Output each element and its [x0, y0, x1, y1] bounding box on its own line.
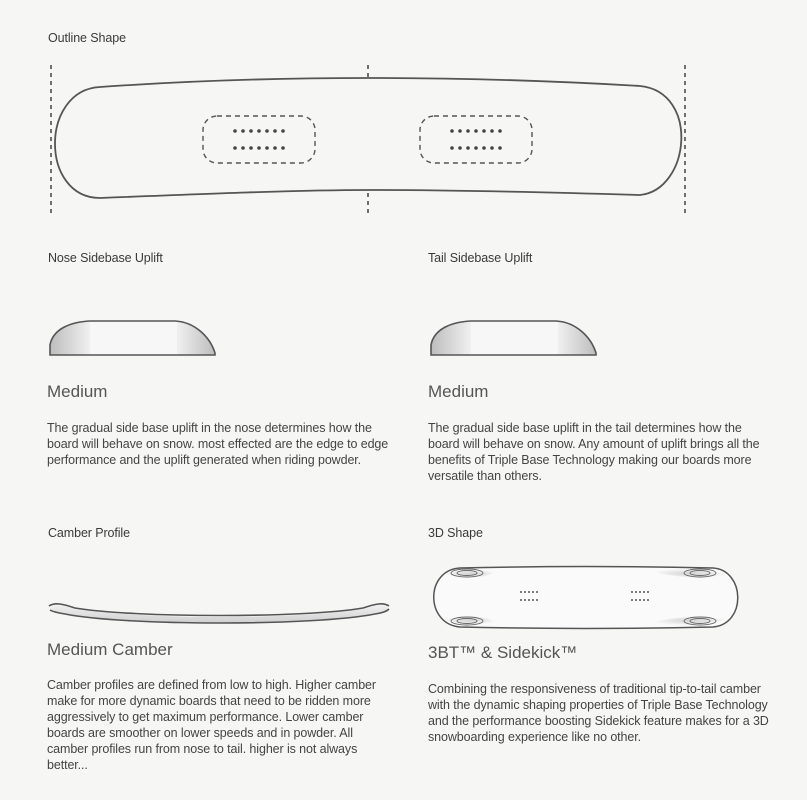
camber-level: Medium Camber — [47, 640, 173, 659]
nose-uplift-description: The gradual side base uplift in the nose determines how the board will behave on snow. most effected are the edge to edge performance and the uplift generated when riding powder. — [47, 421, 389, 467]
tail-uplift-title: Tail Sidebase Uplift — [428, 251, 533, 265]
shape-3d-name: 3BT™ & Sidekick™ — [428, 643, 578, 662]
outline-shape-title: Outline Shape — [48, 31, 126, 45]
nose-uplift-title: Nose Sidebase Uplift — [48, 251, 163, 265]
nose-uplift-diagram — [45, 315, 225, 365]
camber-profile-title: Camber Profile — [48, 526, 130, 540]
tail-uplift-description: The gradual side base uplift in the tail determines how the board will behave on snow. Any amount of uplift brings all the benefits of Triple Base Technology making our boards more versatile than others. — [428, 421, 760, 483]
camber-description: Camber profiles are defined from low to high. Higher camber make for more dynamic boards that need to be ridden more aggressively to get maximum performance. Lower camber boards are smoother on lower speeds and in powder. All camber profiles run from nose to tail. higher is not always better... — [47, 678, 376, 772]
camber-profile-diagram — [45, 598, 395, 628]
shape-3d-description: Combining the responsiveness of traditional tip-to-tail camber with the dynamic shaping properties of Triple Base Technology and the performance boosting Sidekick feature makes for a 3D snowboarding experience like no other. — [428, 682, 769, 744]
tail-uplift-diagram — [426, 315, 606, 365]
outline-shape-diagram — [0, 0, 807, 240]
nose-uplift-level: Medium — [47, 382, 108, 401]
shape-3d-title: 3D Shape — [428, 526, 483, 540]
tail-uplift-level: Medium — [428, 382, 489, 401]
shape-3d-diagram — [425, 562, 745, 632]
board-outline — [55, 78, 681, 198]
